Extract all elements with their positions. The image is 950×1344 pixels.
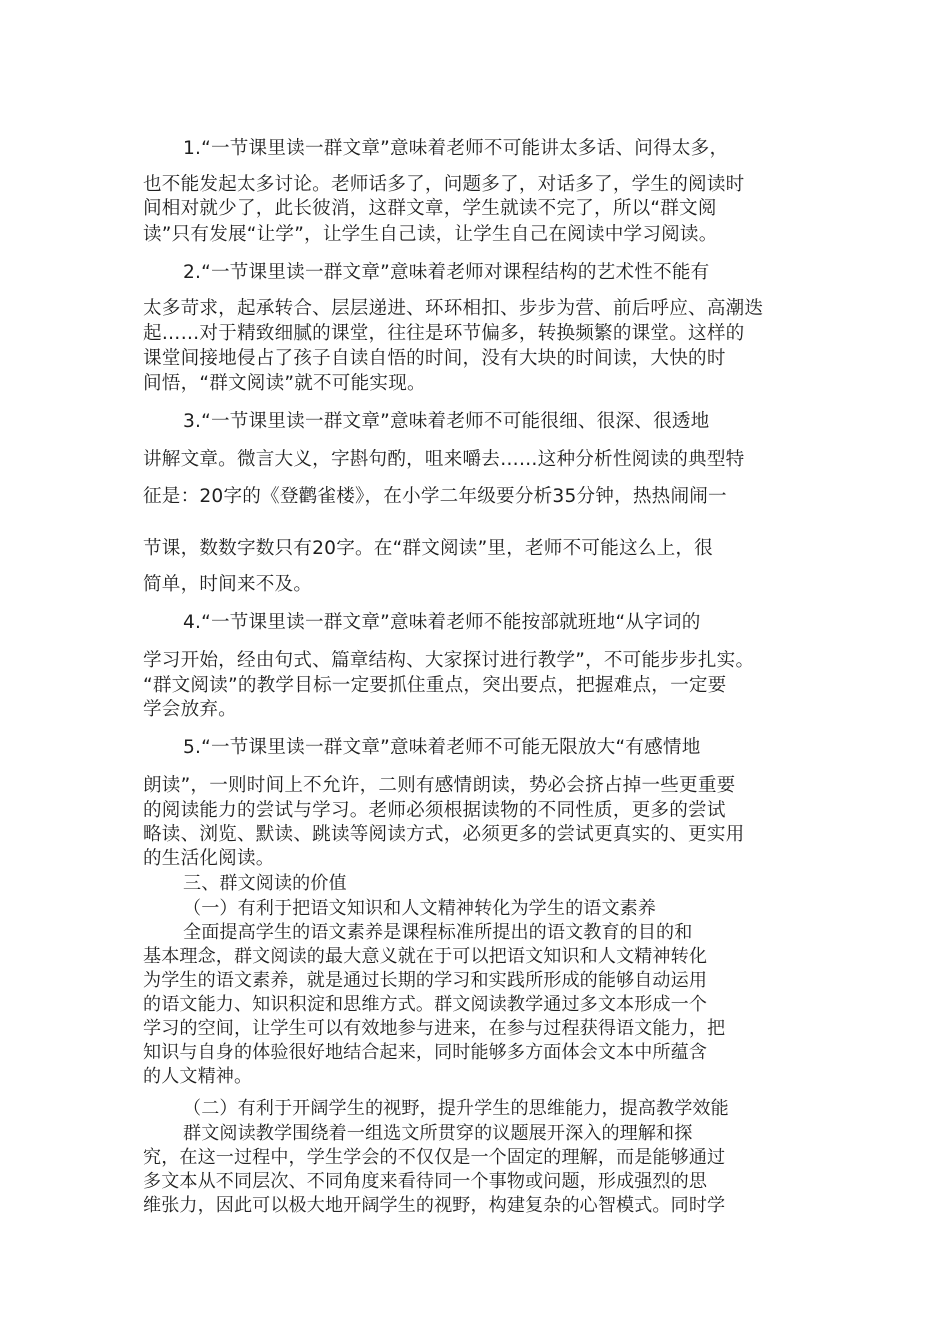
text-line: 为学生的语文素养，就是通过长期的学习和实践所形成的能够自动运用 [143, 970, 708, 991]
text-line: 太多苛求，起承转合、层层递进、环环相扣、步步为营、前后呼应、高潮迭 [143, 298, 764, 319]
subsection-heading: （一）有利于把语文知识和人文精神转化为学生的语文素养 [183, 898, 657, 919]
text-line: 全面提高学生的语文素养是课程标准所提出的语文教育的目的和 [183, 922, 693, 943]
text-line: 讲解文章。微言大义，字斟句酌，咀来嚼去……这种分析性阅读的典型特 [143, 449, 745, 470]
section-heading: 三、群文阅读的价值 [183, 873, 347, 894]
text-line: 1.“一节课里读一群文章”意味着老师不可能讲太多话、问得太多， [183, 138, 729, 159]
subsection-heading: （二）有利于开阔学生的视野，提升学生的思维能力，提高教学效能 [183, 1098, 729, 1119]
text-line: 间相对就少了，此长彼消，这群文章，学生就读不完了，所以“群文阅 [143, 198, 717, 219]
text-line: 课堂间接地侵占了孩子自读自悟的时间，没有大块的时间读，大快的时 [143, 348, 726, 369]
text-line: 基本理念，群文阅读的最大意义就在于可以把语文知识和人文精神转化 [143, 946, 708, 967]
text-line: 间悟，“群文阅读”就不可能实现。 [143, 373, 426, 394]
text-line: 略读、浏览、默读、跳读等阅读方式，必须更多的尝试更真实的、更实用 [143, 824, 745, 845]
text-line: 简单，时间来不及。 [143, 574, 313, 595]
text-line: 也不能发起太多讨论。老师话多了，问题多了，对话多了，学生的阅读时 [143, 174, 745, 195]
text-line: 学习开始，经由句式、篇章结构、大家探讨进行教学”，不可能步步扎实。 [143, 650, 755, 671]
text-line: 读”只有发展“让学”，让学生自己读，让学生自己在阅读中学习阅读。 [143, 224, 718, 245]
text-line: 朗读”，一则时间上不允许，二则有感情朗读，势必会挤占掉一些更重要 [143, 775, 736, 796]
text-line: 的语文能力、知识积淀和思维方式。群文阅读教学通过多文本形成一个 [143, 994, 708, 1015]
text-line: 3.“一节课里读一群文章”意味着老师不可能很细、很深、很透地 [183, 411, 710, 432]
text-line: 5.“一节课里读一群文章”意味着老师不可能无限放大“有感情地 [183, 737, 701, 758]
text-line: 群文阅读教学围绕着一组选文所贯穿的议题展开深入的理解和探 [183, 1123, 693, 1144]
text-line: 的阅读能力的尝试与学习。老师必须根据读物的不同性质，更多的尝试 [143, 800, 726, 821]
text-line: 学会放弃。 [143, 699, 237, 720]
text-line: 起……对于精致细腻的课堂，往往是环节偏多，转换频繁的课堂。这样的 [143, 323, 745, 344]
text-line: 节课，数数字数只有20字。在“群文阅读”里，老师不可能这么上，很 [143, 538, 713, 559]
text-line: 究，在这一过程中，学生学会的不仅仅是一个固定的理解，而是能够通过 [143, 1147, 726, 1168]
text-line: 知识与自身的体验很好地结合起来，同时能够多方面体会文本中所蕴含 [143, 1042, 708, 1063]
text-line: “群文阅读”的教学目标一定要抓住重点，突出要点，把握难点，一定要 [143, 675, 727, 696]
text-line: 的生活化阅读。 [143, 848, 275, 869]
text-line: 征是：20字的《登鹳雀楼》，在小学二年级要分析35分钟，热热闹闹一 [143, 486, 727, 507]
text-line: 的人文精神。 [143, 1066, 253, 1087]
text-line: 学习的空间，让学生可以有效地参与进来，在参与过程获得语文能力，把 [143, 1018, 726, 1039]
text-line: 多文本从不同层次、不同角度来看待同一个事物或问题，形成强烈的思 [143, 1171, 708, 1192]
text-line: 4.“一节课里读一群文章”意味着老师不能按部就班地“从字词的 [183, 612, 701, 633]
text-line: 2.“一节课里读一群文章”意味着老师对课程结构的艺术性不能有 [183, 262, 710, 283]
text-line: 维张力，因此可以极大地开阔学生的视野，构建复杂的心智模式。同时学 [143, 1195, 726, 1216]
